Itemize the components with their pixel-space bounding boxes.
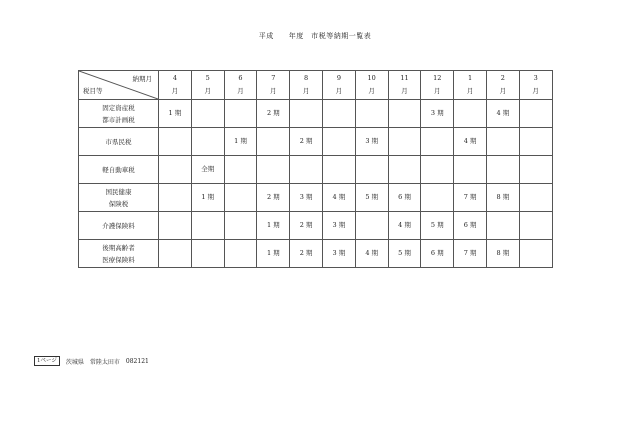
installment-cell: 4 期	[486, 100, 519, 128]
table-row	[79, 212, 553, 240]
installment-cell: 8 期	[486, 240, 519, 268]
header-corner-cell	[79, 71, 159, 100]
installment-cell	[191, 100, 224, 128]
installment-cell: 4 期	[355, 240, 388, 268]
installment-cell: 3 期	[322, 212, 355, 240]
installment-cell: 7 期	[454, 240, 487, 268]
month-unit: 月	[466, 87, 474, 95]
month-number: 6	[238, 74, 243, 82]
installment-cell	[355, 212, 388, 240]
installment-cell: 3 期	[290, 184, 323, 212]
month-number: 4	[172, 74, 177, 82]
installment-cell	[421, 156, 454, 184]
table-row	[79, 128, 553, 156]
month-number: 3	[533, 74, 538, 82]
installment-cell	[454, 100, 487, 128]
installment-cell	[159, 156, 192, 184]
installment-cell: 1 期	[224, 128, 257, 156]
month-header-cell	[159, 71, 192, 100]
installment-cell	[486, 128, 519, 156]
installment-cell	[388, 128, 421, 156]
prefecture-name: 茨城県	[65, 358, 84, 366]
installment-cell: 2 期	[257, 100, 290, 128]
installment-cell	[224, 212, 257, 240]
tax-item-label	[79, 184, 159, 212]
month-header-cell	[257, 71, 290, 100]
installment-cell: 2 期	[290, 240, 323, 268]
header-row	[79, 71, 553, 100]
tax-item-label-line: 医療保険料	[102, 255, 135, 264]
month-unit: 月	[171, 87, 179, 95]
installment-cell	[355, 100, 388, 128]
month-number: 10	[367, 74, 376, 82]
installment-cell: 3 期	[322, 240, 355, 268]
installment-cell	[388, 156, 421, 184]
installment-cell	[159, 240, 192, 268]
tax-item-label-line: 軽自動車税	[102, 165, 135, 174]
month-number: 2	[500, 74, 505, 82]
installment-cell	[224, 100, 257, 128]
page-number: 1ページ	[34, 356, 60, 366]
footer	[34, 356, 149, 366]
installment-cell: 3 期	[355, 128, 388, 156]
installment-cell	[159, 212, 192, 240]
installment-cell	[290, 100, 323, 128]
installment-cell	[224, 184, 257, 212]
installment-cell: 1 期	[257, 240, 290, 268]
installment-cell	[322, 128, 355, 156]
installment-cell: 2 期	[290, 212, 323, 240]
table-body	[79, 100, 553, 268]
tax-item-label	[79, 212, 159, 240]
tax-item-label-line: 市県民税	[105, 137, 132, 146]
installment-cell	[519, 184, 552, 212]
installment-cell	[191, 128, 224, 156]
month-number: 12	[433, 74, 442, 82]
tax-item-header: 税目等	[83, 86, 103, 95]
installment-cell	[290, 156, 323, 184]
installment-cell	[519, 240, 552, 268]
installment-cell	[159, 184, 192, 212]
month-unit: 月	[499, 87, 507, 95]
month-unit: 月	[237, 87, 244, 95]
installment-cell	[486, 156, 519, 184]
month-unit: 月	[204, 87, 211, 95]
installment-cell	[519, 156, 552, 184]
month-unit: 月	[401, 87, 408, 95]
tax-item-label-line: 後期高齢者	[102, 243, 135, 252]
table-row	[79, 156, 553, 184]
installment-cell: 4 期	[322, 184, 355, 212]
installment-cell: 6 期	[421, 240, 454, 268]
month-unit: 月	[270, 87, 277, 95]
tax-item-label-line: 介護保険料	[102, 221, 135, 230]
city-name: 常陸太田市	[89, 358, 120, 366]
installment-cell	[519, 212, 552, 240]
month-header-cell	[486, 71, 519, 100]
installment-cell	[191, 240, 224, 268]
month-number: 7	[271, 74, 276, 82]
installment-cell: 8 期	[486, 184, 519, 212]
installment-cell: 3 期	[421, 100, 454, 128]
installment-cell	[191, 212, 224, 240]
installment-cell	[519, 128, 552, 156]
tax-item-label-line: 固定資産税	[102, 103, 135, 112]
installment-cell	[519, 100, 552, 128]
installment-cell	[224, 156, 257, 184]
payment-schedule-table	[78, 70, 553, 268]
installment-cell: 6 期	[388, 184, 421, 212]
month-number: 8	[304, 74, 309, 82]
tax-item-label	[79, 128, 159, 156]
installment-cell	[257, 156, 290, 184]
month-header-cell	[454, 71, 487, 100]
municipality-code: 082121	[125, 357, 149, 365]
month-header-cell	[388, 71, 421, 100]
tax-item-label-line: 国民健康	[105, 187, 132, 196]
month-number: 1	[468, 74, 473, 82]
month-unit: 月	[335, 87, 343, 95]
month-unit: 月	[532, 87, 539, 95]
tax-item-label	[79, 156, 159, 184]
installment-cell: 5 期	[355, 184, 388, 212]
installment-cell	[159, 128, 192, 156]
installment-cell: 全期	[191, 156, 224, 184]
month-header-cell	[290, 71, 323, 100]
table-row	[79, 240, 553, 268]
installment-cell: 7 期	[454, 184, 487, 212]
month-number: 9	[336, 74, 341, 82]
tax-item-label-line: 保険税	[108, 199, 129, 208]
installment-cell: 1 期	[191, 184, 224, 212]
tax-item-label	[79, 100, 159, 128]
tax-item-label-line: 都市計画税	[102, 115, 135, 124]
table-row	[79, 100, 553, 128]
tax-item-label	[79, 240, 159, 268]
installment-cell	[421, 184, 454, 212]
month-unit: 月	[368, 87, 375, 95]
month-header-cell	[421, 71, 454, 100]
page-title: 平成 年度 市税等納期一覧表	[258, 32, 372, 40]
month-header-cell	[322, 71, 355, 100]
installment-cell: 4 期	[388, 212, 421, 240]
month-header-cell	[224, 71, 257, 100]
installment-cell: 1 期	[159, 100, 192, 128]
installment-cell	[322, 156, 355, 184]
installment-cell: 5 期	[388, 240, 421, 268]
installment-cell: 6 期	[454, 212, 487, 240]
due-month-header: 納期月	[132, 75, 152, 83]
installment-cell: 2 期	[290, 128, 323, 156]
installment-cell: 4 期	[454, 128, 487, 156]
installment-cell	[486, 212, 519, 240]
installment-cell	[224, 240, 257, 268]
month-header-cell	[355, 71, 388, 100]
month-number: 11	[400, 74, 409, 82]
table-row	[79, 184, 553, 212]
installment-cell: 5 期	[421, 212, 454, 240]
month-number: 5	[205, 74, 210, 82]
installment-cell	[421, 128, 454, 156]
month-unit: 月	[434, 87, 441, 95]
installment-cell	[388, 100, 421, 128]
installment-cell: 1 期	[257, 212, 290, 240]
month-unit: 月	[302, 87, 310, 95]
installment-cell	[257, 128, 290, 156]
month-header-cell	[191, 71, 224, 100]
installment-cell	[322, 100, 355, 128]
installment-cell	[355, 156, 388, 184]
installment-cell: 2 期	[257, 184, 290, 212]
month-header-cell	[519, 71, 552, 100]
installment-cell	[454, 156, 487, 184]
